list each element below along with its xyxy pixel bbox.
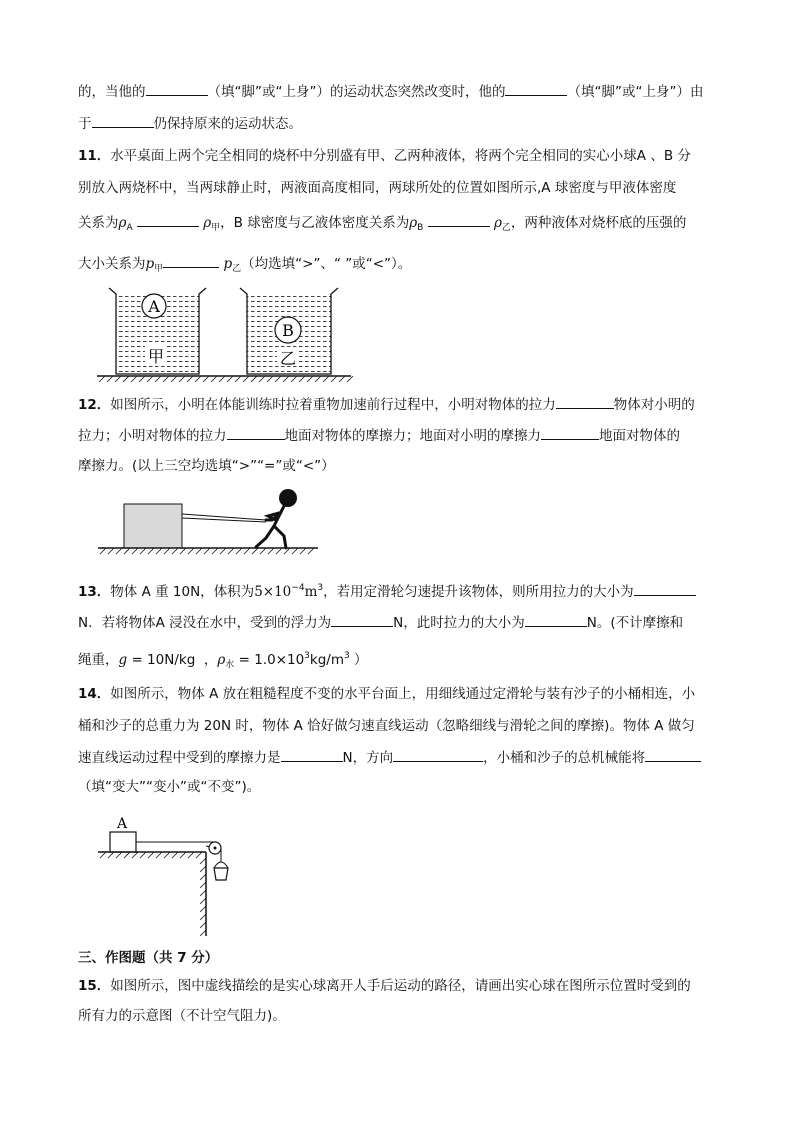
subscript: A — [126, 223, 133, 233]
text-line — [78, 113, 302, 134]
question-number: 15． — [78, 978, 111, 994]
person-stick-figure — [256, 489, 297, 548]
answer-blank[interactable] — [428, 212, 490, 227]
subscript: 甲 — [154, 264, 164, 274]
g-value: = 10N/kg — [127, 652, 196, 668]
superscript: −4 — [291, 583, 305, 593]
table-hatching — [99, 376, 353, 382]
question-14-line-4 — [78, 777, 260, 797]
question-12-line-1 — [78, 394, 695, 415]
ground-hatching — [100, 548, 314, 554]
question-11-line-4 — [78, 253, 411, 279]
text-fragment: N，方向 — [342, 750, 394, 766]
answer-blank[interactable] — [92, 113, 154, 128]
text-fragment: N，此时拉力的大小为 — [393, 615, 525, 631]
bucket — [214, 862, 228, 868]
ball-b-label: B — [282, 321, 294, 340]
ball-a-label: A — [148, 297, 160, 316]
answer-blank[interactable] — [541, 425, 599, 440]
text-fragment: 的，当他的 — [78, 84, 146, 100]
text-fragment: 水平桌面上两个完全相同的烧杯中分别盛有甲、乙两种液体，将两个完全相同的实心小球A 、B 分 — [110, 148, 691, 164]
rho-symbol: ρ — [409, 215, 418, 231]
text-fragment: 速直线运动过程中受到的摩擦力是 — [78, 750, 281, 766]
text-fragment: 仍保持原来的运动状态。 — [153, 116, 302, 132]
beaker-jia — [109, 288, 206, 374]
rho-symbol: ρ — [118, 215, 127, 231]
question-14-line-2 — [78, 716, 695, 736]
question-number: 14． — [78, 686, 111, 702]
subscript: 甲 — [211, 223, 221, 233]
answer-blank[interactable] — [505, 81, 567, 96]
question-12-line-3 — [78, 456, 335, 476]
p-symbol: p — [145, 256, 155, 272]
text-fragment: 大小关系为 — [78, 256, 146, 272]
liquid-jia-label: 甲 — [147, 347, 165, 366]
superscript: 3 — [344, 651, 350, 661]
text-fragment: N．若将物体A 浸没在水中，受到的浮力为 — [78, 615, 332, 631]
answer-blank[interactable] — [281, 747, 343, 762]
answer-blank[interactable] — [146, 81, 208, 96]
question-12-line-2 — [78, 425, 680, 446]
superscript: 3 — [304, 651, 310, 661]
question-14-line-3 — [78, 747, 701, 768]
pulley-figure — [96, 812, 236, 940]
volume-value: 5×10 — [254, 584, 292, 600]
text-fragment: 地面对物体的 — [599, 428, 680, 444]
text-fragment: 摩擦力。(以上三空均选填“>”“=”或“<”） — [78, 458, 335, 474]
text-fragment: 如图所示，物体 A 放在粗糙程度不变的水平台面上，用细线通过定滑轮与装有沙子的小桶相连，小 — [110, 686, 696, 702]
liquid-yi-label: 乙 — [279, 349, 297, 368]
text-fragment: 如图所示，图中虚线描绘的是实心球离开人手后运动的路径，请画出实心球在图所示位置时受到的 — [110, 978, 691, 994]
question-number: 11． — [78, 148, 111, 164]
text-fragment: 如图所示，小明在体能训练时拉着重物加速前行过程中，小明对物体的拉力 — [110, 397, 556, 413]
text-fragment: 于 — [78, 116, 92, 132]
text-fragment: 物体 A 重 10N，体积为 — [110, 584, 255, 600]
block-a — [110, 832, 136, 852]
pulling-figure — [96, 486, 321, 558]
question-number: 12． — [78, 397, 111, 413]
text-fragment: ） — [349, 652, 368, 668]
question-15-line-1 — [78, 976, 691, 996]
density-value: = 1.0×10 — [234, 652, 305, 668]
text-fragment: 关系为 — [78, 215, 119, 231]
rho-symbol: ρ — [217, 652, 226, 668]
answer-blank[interactable] — [645, 747, 701, 762]
answer-blank[interactable] — [163, 253, 219, 268]
text-fragment: （填“脚”或“上身”）由 — [567, 84, 704, 100]
question-13-line-3: 绳重，g = 10N/kg ，$\rho_水 = 1.0\times 10^3kg/m^3$ ） — [78, 651, 368, 670]
question-13-line-2 — [78, 612, 683, 633]
subscript: B — [417, 223, 424, 233]
answer-blank[interactable] — [227, 425, 285, 440]
subscript: 乙 — [232, 264, 242, 274]
heavy-box — [124, 504, 182, 548]
question-number: 13． — [78, 584, 111, 600]
question-15-line-2 — [78, 1006, 286, 1026]
text-fragment: ，B 球密度与乙液体密度关系为 — [220, 215, 410, 231]
text-fragment: 别放入两烧杯中，当两球静止时，两液面高度相同，两球所处的位置如图所示,A 球密度与甲液体密度 — [78, 180, 677, 196]
subscript: 水 — [225, 660, 235, 670]
answer-blank[interactable] — [556, 394, 614, 409]
table-hatching — [100, 852, 206, 936]
text-fragment: 物体对小明的 — [613, 397, 695, 413]
text-fragment: ，小桶和沙子的总机械能将 — [483, 750, 646, 766]
answer-blank[interactable] — [137, 212, 199, 227]
block-a-label: A — [116, 816, 128, 832]
density-unit: kg/m — [309, 652, 344, 668]
text-fragment: 所有力的示意图（不计空气阻力)。 — [78, 1008, 286, 1024]
section-heading: 三、作图题（共 7 分） — [78, 950, 219, 966]
p-symbol: p — [223, 256, 233, 272]
g-symbol: g — [118, 652, 128, 668]
question-14-line-1 — [78, 684, 695, 704]
question-11-line-3 — [78, 212, 686, 238]
beakers-figure — [95, 284, 355, 384]
answer-blank[interactable] — [634, 581, 696, 596]
superscript: 3 — [317, 583, 324, 593]
text-fragment: 绳重， — [78, 652, 119, 668]
text-fragment: 桶和沙子的总重力为 20N 时，物体 A 恰好做匀速直线运动（忽略细线与滑轮之间的摩擦)。物体 A 做匀 — [78, 718, 695, 734]
text-fragment: （均选填“>”、“ ”或“<”）。 — [241, 256, 412, 272]
question-11-line-1 — [78, 146, 691, 166]
text-fragment: （填“脚”或“上身”）的运动状态突然改变时，他的 — [207, 84, 506, 100]
subscript: 乙 — [501, 223, 511, 233]
text-fragment: 地面对物体的摩擦力；地面对小明的摩擦力 — [284, 428, 541, 444]
question-13-line-1 — [78, 578, 696, 602]
text-fragment: 拉力；小明对物体的拉力 — [78, 428, 227, 444]
question-11-line-2 — [78, 178, 676, 198]
volume-unit: m — [304, 584, 318, 600]
text-fragment: （填“变大”“变小”或“不变”)。 — [78, 779, 261, 795]
beaker-yi — [240, 288, 338, 374]
text-fragment: ，两种液体对烧杯底的压强的 — [510, 215, 687, 231]
text-fragment: ，若用定滑轮匀速提升该物体，则所用拉力的大小为 — [323, 584, 634, 600]
rho-symbol: ρ — [203, 215, 212, 231]
answer-blank[interactable] — [525, 612, 587, 627]
answer-blank[interactable] — [331, 612, 393, 627]
text-line — [78, 81, 703, 102]
rho-symbol: ρ — [493, 215, 502, 231]
text-fragment: N。(不计摩擦和 — [586, 615, 684, 631]
answer-blank[interactable] — [393, 747, 483, 762]
